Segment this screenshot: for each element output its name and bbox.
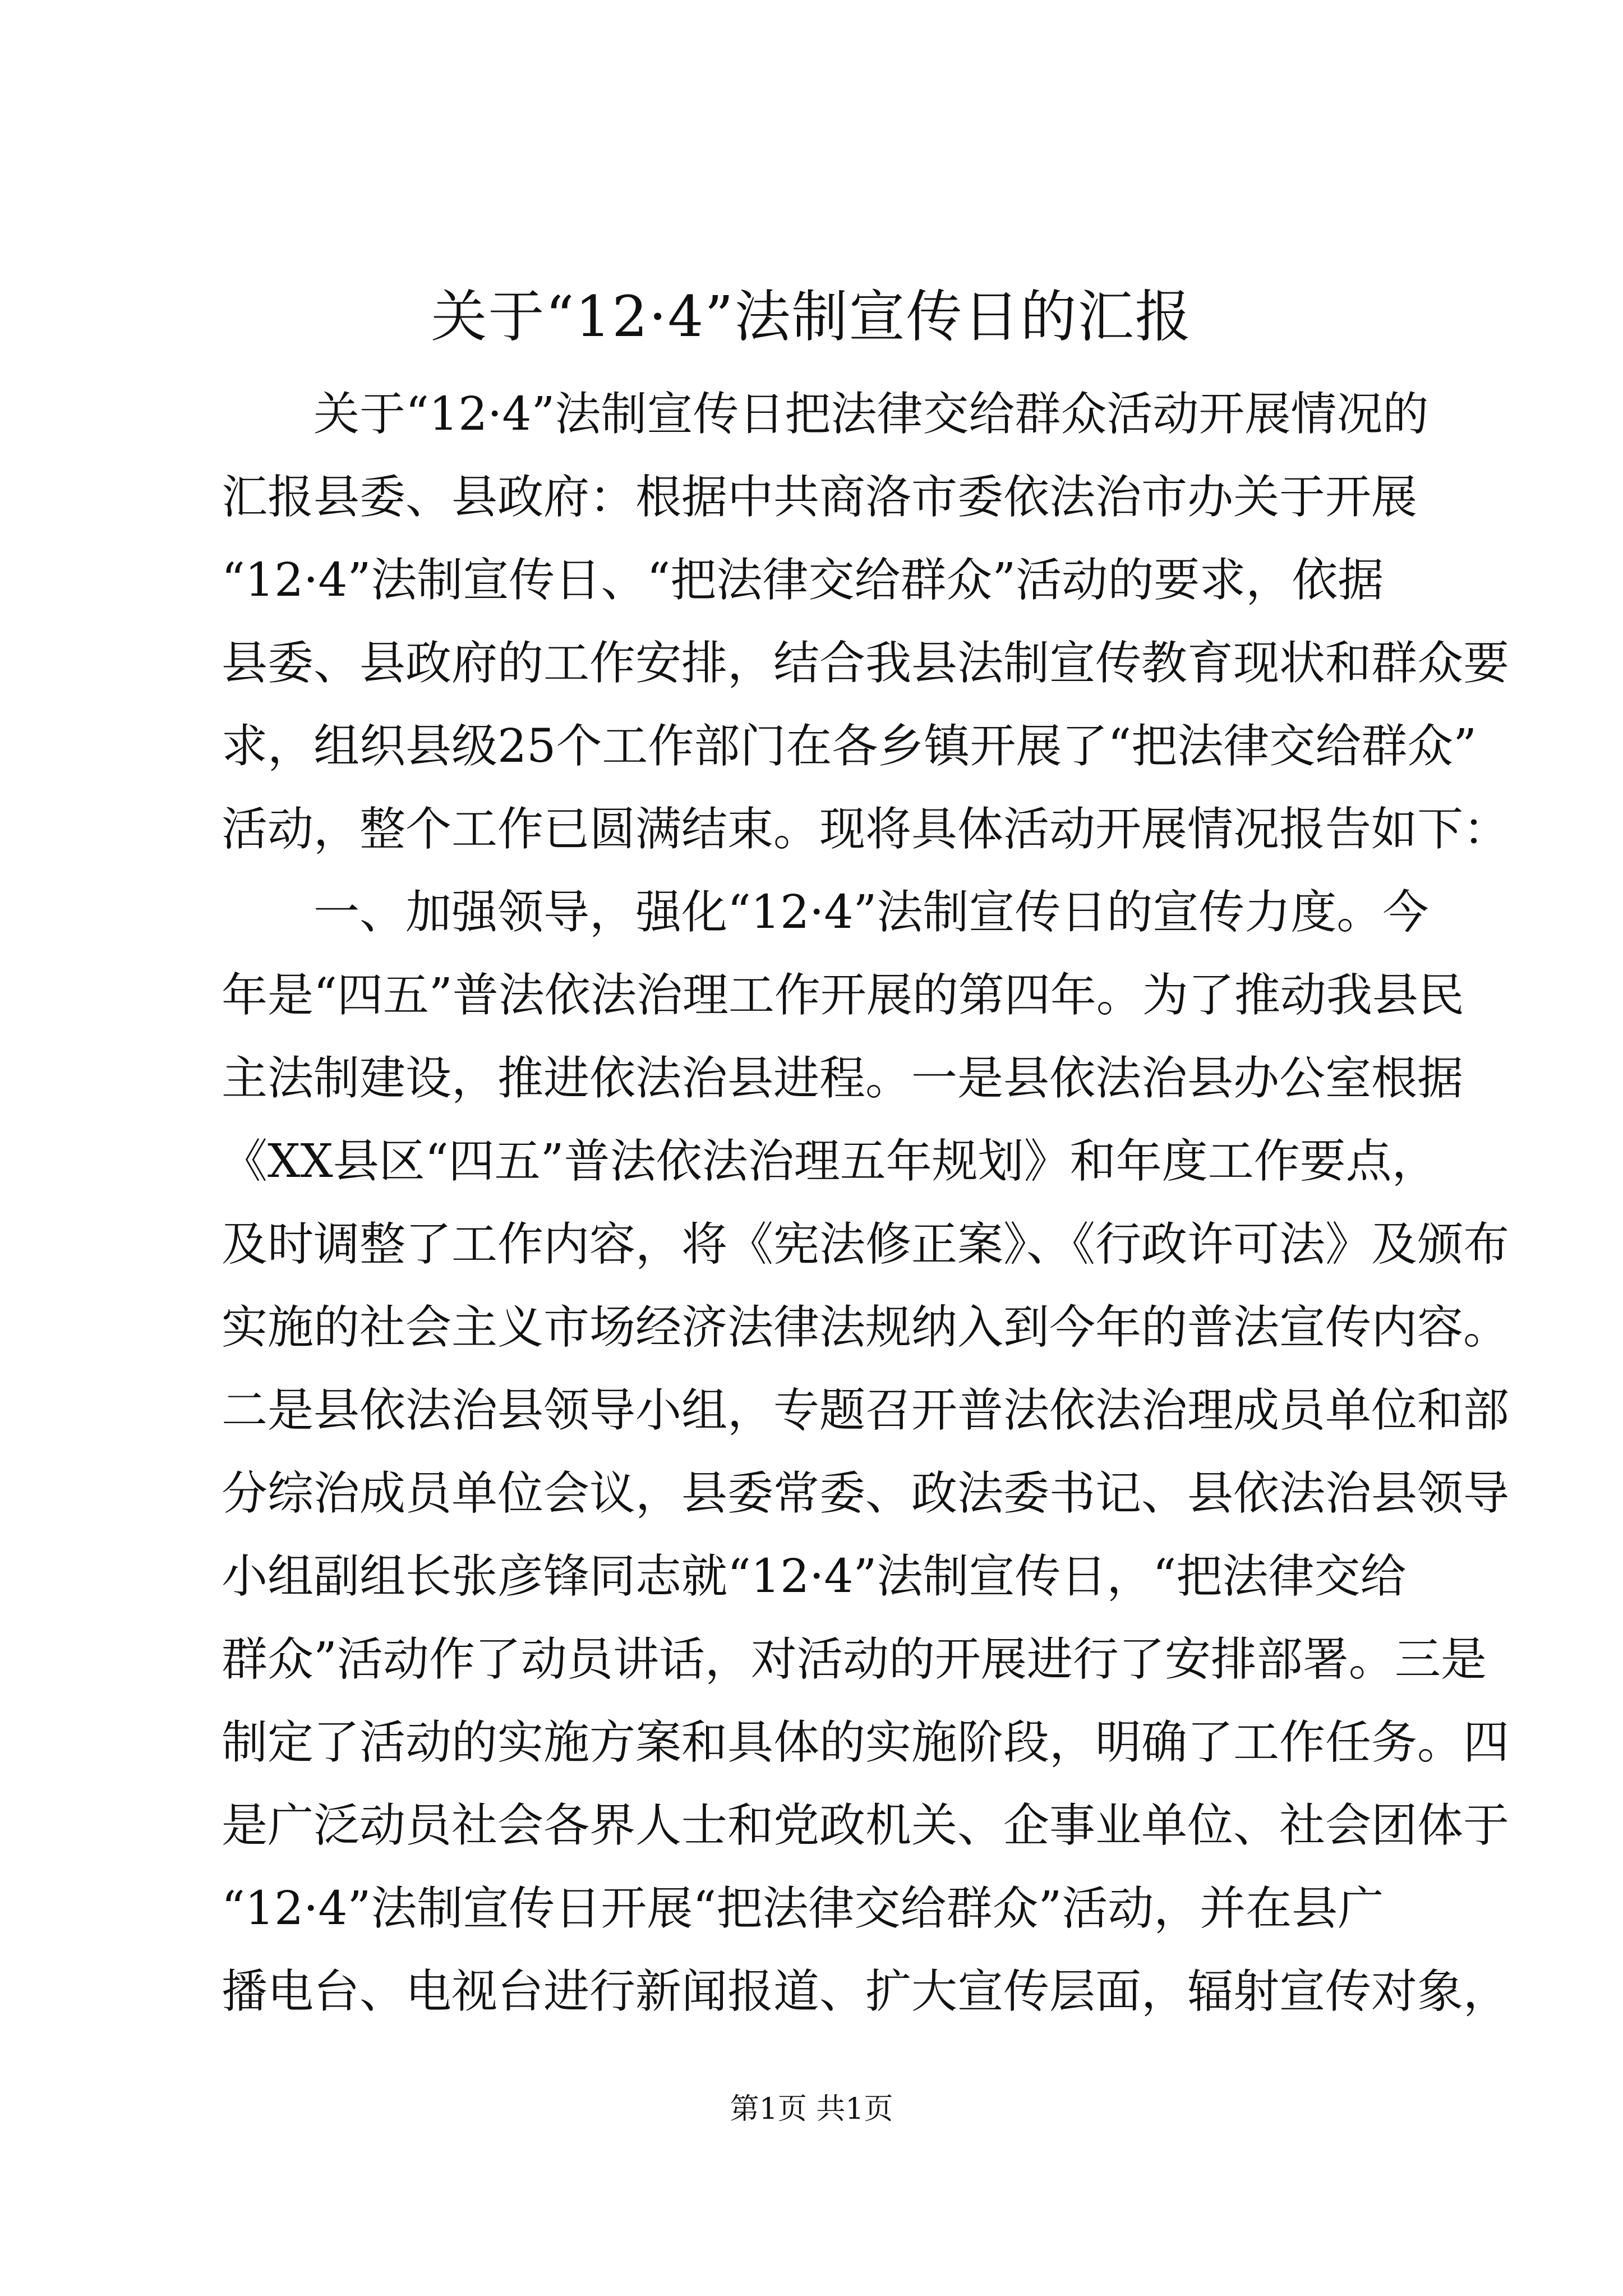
body-line: 关于“12·4”法制宣传日把法律交给群众活动开展情况的: [222, 388, 1429, 441]
page-footer: 第1页 共1页: [730, 2092, 893, 2126]
body-line: “12·4”法制宣传日、“把法律交给群众”活动的要求，依据: [222, 554, 1384, 607]
body-line: 活动，整个工作已圆满结束。现将具体活动开展情况报告如下：: [222, 803, 1510, 856]
body-line: 实施的社会主义市场经济法律法规纳入到今年的普法宣传内容。: [222, 1301, 1510, 1354]
body-line: 二是县依法治县领导小组，专题召开普法依法治理成员单位和部: [222, 1384, 1510, 1437]
body-line: 求，组织县级25个工作部门在各乡镇开展了“把法律交给群众”: [222, 720, 1477, 773]
body-line: “12·4”法制宣传日开展“把法律交给群众”活动，并在县广: [222, 1882, 1384, 1935]
body-line: 是广泛动员社会各界人士和党政机关、企事业单位、社会团体于: [222, 1799, 1510, 1852]
document-body: [222, 373, 1510, 2033]
body-line: 年是“四五”普法依法治理工作开展的第四年。为了推动我县民: [222, 969, 1464, 1022]
body-line: 制定了活动的实施方案和具体的实施阶段，明确了工作任务。四: [222, 1716, 1510, 1769]
body-line: 主法制建设，推进依法治县进程。一是县依法治县办公室根据: [222, 1052, 1464, 1105]
body-line: 《XX县区“四五”普法依法治理五年规划》和年度工作要点，: [222, 1135, 1438, 1188]
body-line: 汇报县委、县政府：根据中共商洛市委依法治市办关于开展: [222, 471, 1418, 524]
body-line: 分综治成员单位会议，县委常委、政法委书记、县依法治县领导: [222, 1467, 1510, 1520]
body-line: 小组副组长张彦锋同志就“12·4”法制宣传日，“把法律交给: [222, 1550, 1407, 1603]
body-line: 群众”活动作了动员讲话，对活动的开展进行了安排部署。三是: [222, 1633, 1487, 1686]
body-line: 播电台、电视台进行新闻报道、扩大宣传层面，辐射宣传对象，: [222, 1965, 1510, 2018]
body-line: 及时调整了工作内容，将《宪法修正案》、《行政许可法》及颁布: [222, 1218, 1510, 1271]
body-line: 县委、县政府的工作安排，结合我县法制宣传教育现状和群众要: [222, 637, 1510, 690]
body-line: 一、加强领导，强化“12·4”法制宣传日的宣传力度。今: [222, 886, 1429, 939]
document-title: 关于“12·4”法制宣传日的汇报: [431, 284, 1192, 349]
